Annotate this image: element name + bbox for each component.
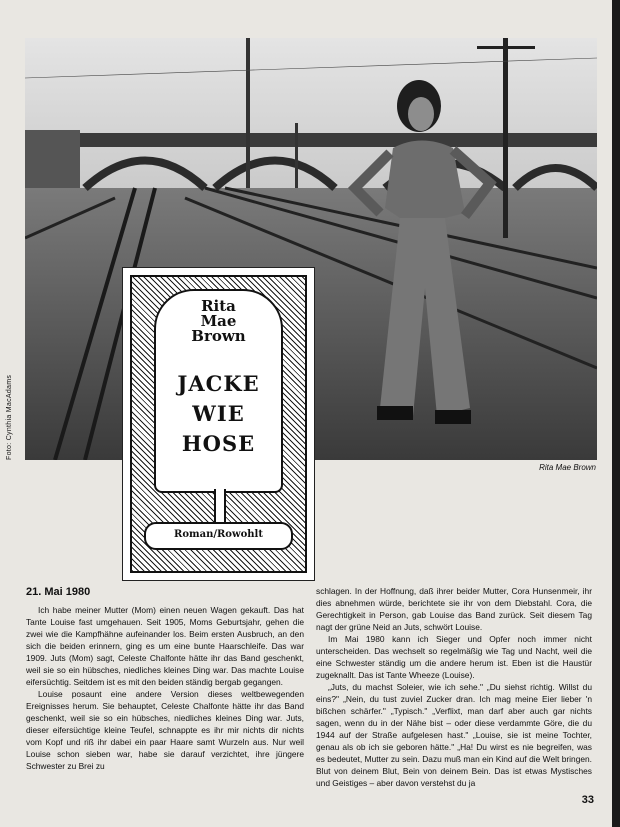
book-cover <box>122 267 315 581</box>
book-cover-pattern <box>130 275 307 573</box>
paragraph: Ich habe meiner Mutter (Mom) einen neuen Wagen gekauft. Das hat Tante Louise fast umgehauen. Seit 1905, Moms Geburtsjahr, gehen die zwei wie die Kampfhähne aufeinander los. Beim ersten Ausbruch, an den sich die beiden erinnern, ging es um eine bunte Haarschleife. Das war 1909. Juts (Mom) sagt, Celeste Chalfonte hätte ihr das Band geschenkt, weil sie so ein hübsches, niedliches kleines Ding war. Das machte Louise eifersüchtig. Seitdem ist es mit den beiden ständig bergab gegangen. <box>26 605 304 687</box>
page-edge <box>612 0 620 827</box>
article-date-heading: 21. Mai 1980 <box>26 586 91 598</box>
article-column-1 <box>26 604 304 772</box>
paragraph: „Juts, du machst Soleier, wie ich sehe." „Du siehst richtig. Willst du eins?" „Nein, du tust zuviel Zucker dran. Ich mag meine Eier lieber 'n bißchen schärfer." „Typisch." „Verflixt, man darf aber auch gar nichts sagen, wenn du in der Nähe bist – oder diese verdammte Göre, die du 1944 auf der Straße aufgelesen hast." „Louise, sie ist meine Tochter, genau als ob ich sie geboren hätte." „Ha! Du wirst es nie begreifen, was es bedeutet, Mutter zu sein. Dazu muß man ein Kind auf die Welt bringen. Blut von deinem Blut, Bein von deinem Bein. Das ist etwas Mystisches und Geistiges – aber davon verstehst du ja <box>316 682 592 788</box>
book-title: JACKE WIE HOSE <box>177 371 260 456</box>
book-publisher: Roman/Rowohlt <box>144 522 293 550</box>
paragraph: Im Mai 1980 kann ich Sieger und Opfer noch immer nicht unterscheiden. Das wechselt so regelmäßig wie Tag und Nacht, weil die eine Schwester ständig um die andere herum ist. Eben ist die Haustür zugeknallt. Das ist Tante Wheeze (Louise). <box>316 634 592 680</box>
book-cover-ornament <box>214 489 226 525</box>
photo-credit-text: Foto: Cynthia MacAdams <box>6 374 13 460</box>
paragraph: Louise posaunt eine andere Version dieses weltbewegenden Ereignisses herum. Sie behauptet, Celeste Chalfonte hätte ihr das Band geschenkt, weil sie so ein hübsches, niedliches kleines Ding war. Juts, dieser eifersüchtige kleine Teufel, schnappte es ihr mir nichts dir nichts vom Kopf und riß ihr dabei ein paar Haare samt Wurzeln aus. Nur weil Louise schon sieben war, habe sie darauf verzichtet, ihre jüngere Schwester zu Brei zu <box>26 689 304 771</box>
article-column-2 <box>316 585 592 789</box>
photo-caption: Rita Mae Brown <box>539 463 596 472</box>
book-author: Rita Mae Brown <box>191 297 246 345</box>
page-number: 33 <box>581 794 594 806</box>
paragraph: schlagen. In der Hoffnung, daß ihrer beider Mutter, Cora Hunsenmeir, ihr dies abnehmen würde, berichtete sie ihr von dem Diebstahl. Cora, die Gerechtigkeit in Person, gab Louise das Band zurück. Seit diesem Tag nagt der grüne Neid an Juts, schwört Louise. <box>316 586 592 632</box>
photo-credit <box>6 360 20 460</box>
book-cover-panel <box>154 289 283 493</box>
